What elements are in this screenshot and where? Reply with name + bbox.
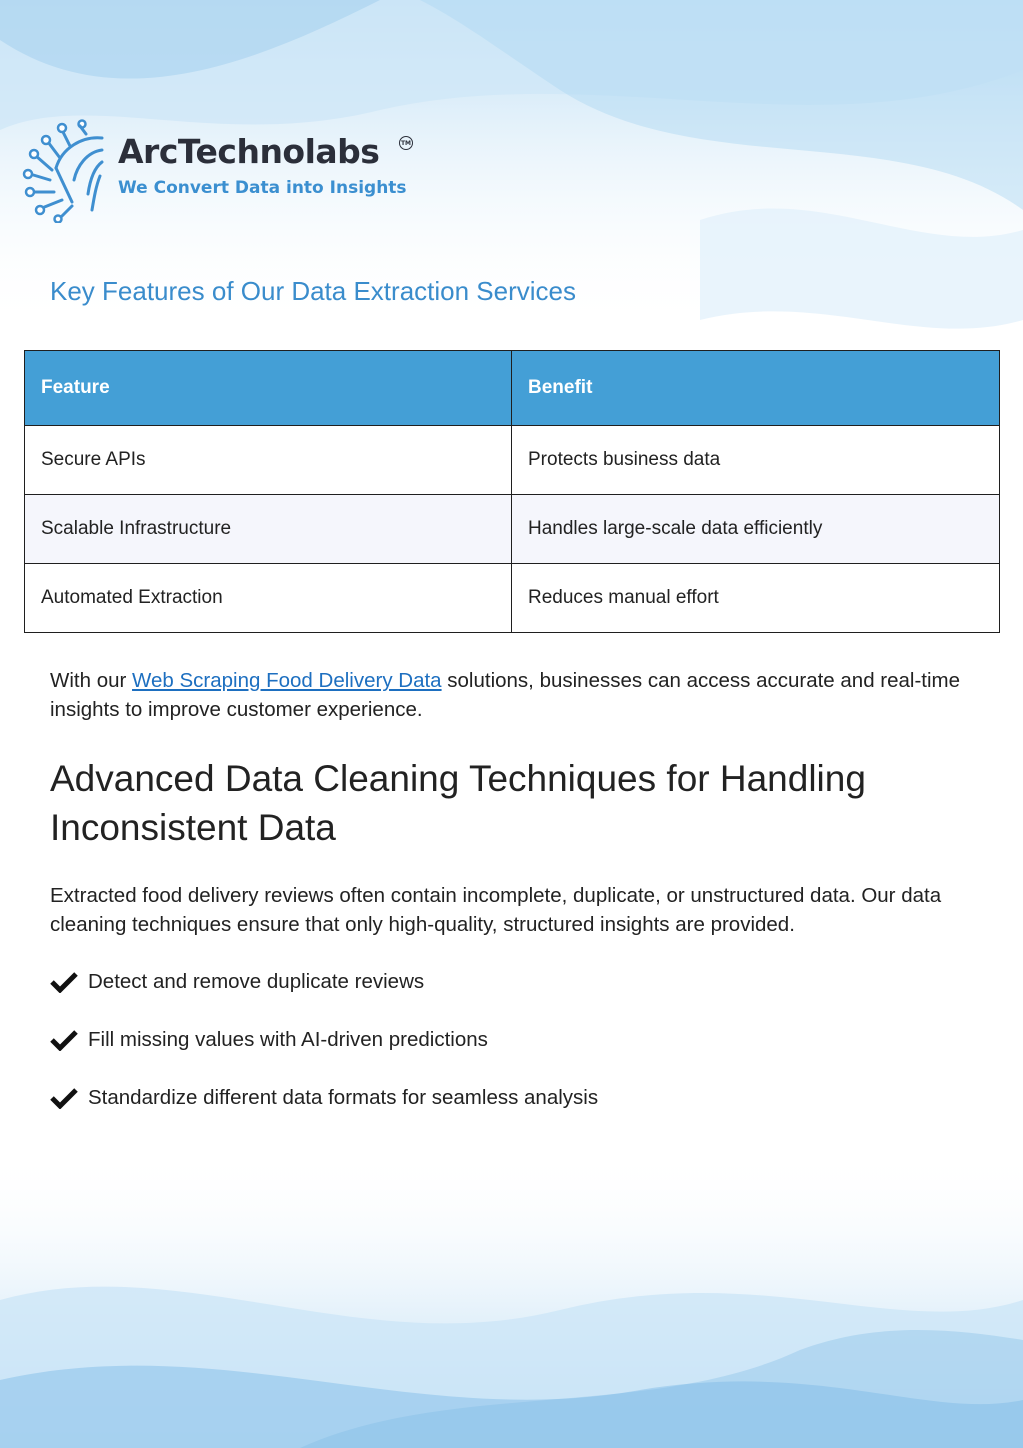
column-header-benefit: Benefit <box>512 351 1000 426</box>
list-item <box>50 966 598 998</box>
brand-tagline: We Convert Data into Insights <box>118 178 407 198</box>
checkmark-icon <box>50 971 78 993</box>
checkmark-icon <box>50 1087 78 1109</box>
brand-logo <box>22 118 422 223</box>
web-scraping-food-delivery-data-link[interactable]: Web Scraping Food Delivery Data <box>132 669 442 692</box>
main-heading: Advanced Data Cleaning Techniques for Handling Inconsistent Data <box>50 758 866 848</box>
table-cell-benefit: Handles large-scale data efficiently <box>512 495 1000 564</box>
checklist <box>50 966 598 1140</box>
features-table <box>24 350 1000 633</box>
table-cell-feature: Scalable Infrastructure <box>25 495 512 564</box>
column-header-feature: Feature <box>25 351 512 426</box>
circuit-brain-icon <box>22 118 110 223</box>
table-cell-feature: Automated Extraction <box>25 564 512 633</box>
table-row <box>25 564 1000 633</box>
intro-text-after: solutions, businesses can access accurate and real-time insights to improve customer experience. <box>50 669 961 721</box>
intro-text-before: With our <box>50 669 133 692</box>
list-item <box>50 1082 598 1114</box>
table-header-row <box>25 351 1000 426</box>
body-paragraph: Extracted food delivery reviews often contain incomplete, duplicate, or unstructured data. Our data cleaning techniques ensure that only high-quality, structured insights are provided. <box>50 884 942 936</box>
table-row <box>25 426 1000 495</box>
brand-name: ArcTechnolabs <box>118 132 380 171</box>
table-cell-feature: Secure APIs <box>25 426 512 495</box>
checkmark-icon <box>50 1029 78 1051</box>
intro-paragraph <box>50 666 985 724</box>
table-cell-benefit: Reduces manual effort <box>512 564 1000 633</box>
table-cell-benefit: Protects business data <box>512 426 1000 495</box>
checklist-item-label: Fill missing values with AI-driven predictions <box>88 1028 488 1051</box>
checklist-item-label: Standardize different data formats for seamless analysis <box>88 1086 599 1109</box>
trademark-symbol: TM <box>399 136 413 150</box>
table-row <box>25 495 1000 564</box>
list-item <box>50 1024 598 1056</box>
checklist-item-label: Detect and remove duplicate reviews <box>88 970 425 993</box>
section-title: Key Features of Our Data Extraction Services <box>50 276 576 306</box>
